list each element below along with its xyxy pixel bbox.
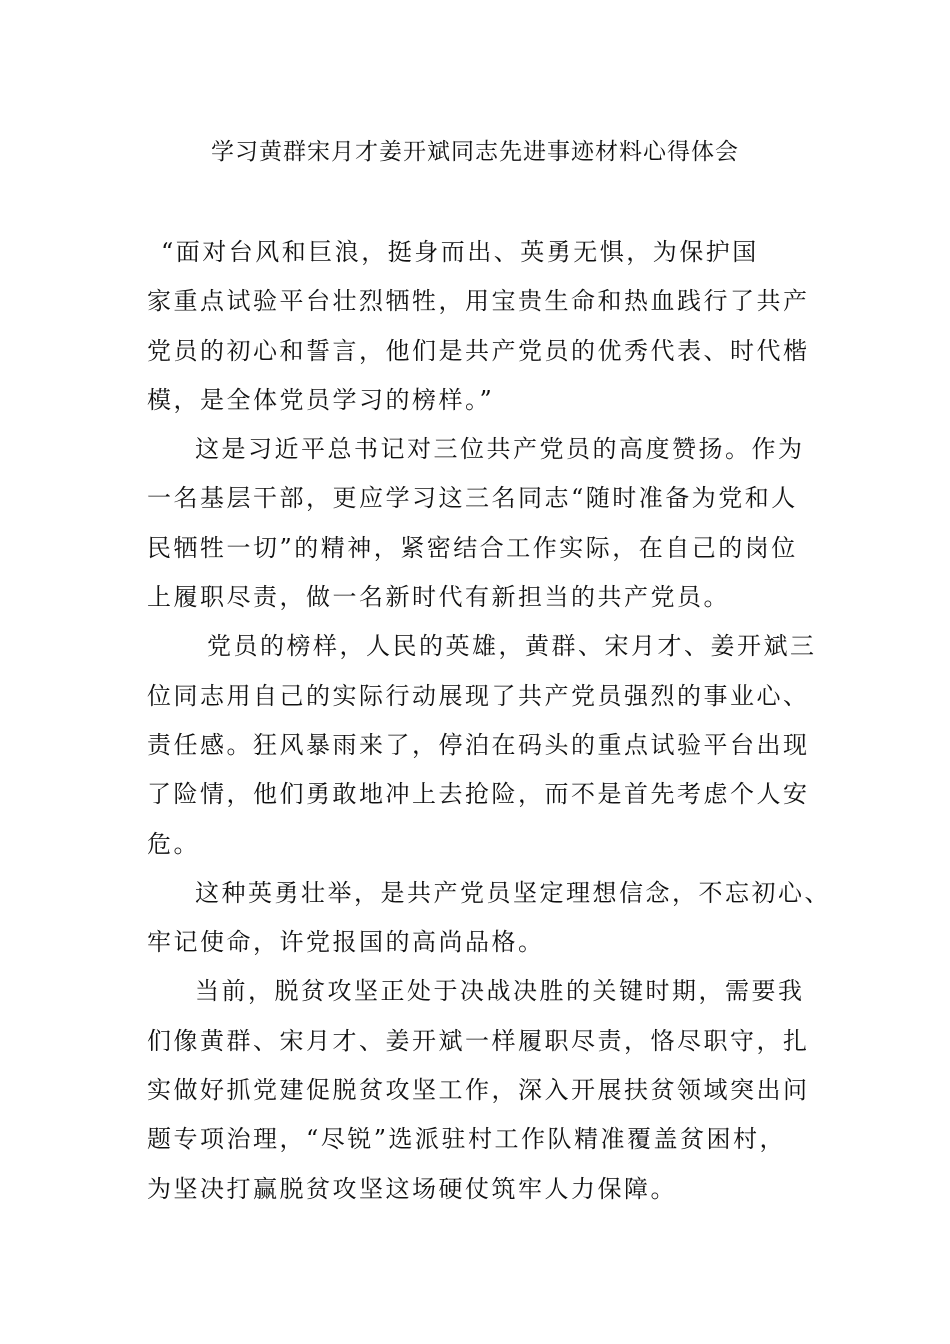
paragraph-line: 家重点试验平台壮烈牺牲，用宝贵生命和热血践行了共产 (147, 287, 810, 316)
paragraph-line: 民牺牲一切”的精神，紧密结合工作实际，在自己的岗位 (147, 533, 798, 562)
paragraph-line: 们像黄群、宋月才、姜开斌一样履职尽责，恪尽职守，扎 (147, 1026, 810, 1055)
paragraph-line: 党员的初心和誓言，他们是共产党员的优秀代表、时代楷 (147, 336, 810, 365)
paragraph-line: 为坚决打赢脱贫攻坚这场硬仗筑牢人力保障。 (147, 1174, 677, 1203)
paragraph-4 (147, 869, 831, 968)
paragraph-line: 一名基层干部，更应学习这三名同志“随时准备为党和人 (147, 484, 798, 513)
paragraph-line: 责任感。狂风暴雨来了，停泊在码头的重点试验平台出现 (147, 730, 810, 759)
paragraph-line: 上履职尽责，做一名新时代有新担当的共产党员。 (147, 583, 730, 612)
paragraph-line: 模，是全体党员学习的榜样。” (147, 385, 495, 414)
paragraph-line: 这是习近平总书记对三位共产党员的高度赞扬。作为 (195, 435, 805, 464)
paragraph-line: 这种英勇壮举，是共产党员坚定理想信念，不忘初心、 (195, 878, 831, 907)
paragraph-2 (147, 425, 810, 622)
document-body (147, 228, 831, 1214)
paragraph-line: 牢记使命，许党报国的高尚品格。 (147, 928, 545, 957)
paragraph-5 (147, 967, 810, 1213)
document-title: 学习黄群宋月才姜开斌同志先进事迹材料心得体会 (211, 139, 739, 165)
paragraph-line: 了险情，他们勇敢地冲上去抢险，而不是首先考虑个人安 (147, 780, 810, 809)
paragraph-3 (147, 622, 817, 868)
paragraph-line: 实做好抓党建促脱贫攻坚工作，深入开展扶贫领域突出问 (147, 1076, 810, 1105)
paragraph-line: 题专项治理，“尽锐”选派驻村工作队精准覆盖贫困村， (147, 1125, 787, 1154)
paragraph-line: 当前，脱贫攻坚正处于决战决胜的关键时期，需要我 (195, 977, 805, 1006)
paragraph-1 (147, 228, 810, 425)
paragraph-line: 位同志用自己的实际行动展现了共产党员强烈的事业心、 (147, 681, 810, 710)
paragraph-line: 危。 (147, 829, 200, 858)
paragraph-line: “面对台风和巨浪，挺身而出、英勇无惧，为保护国 (161, 238, 759, 266)
paragraph-line: 党员的榜样，人民的英雄，黄群、宋月才、姜开斌三 (207, 632, 817, 661)
